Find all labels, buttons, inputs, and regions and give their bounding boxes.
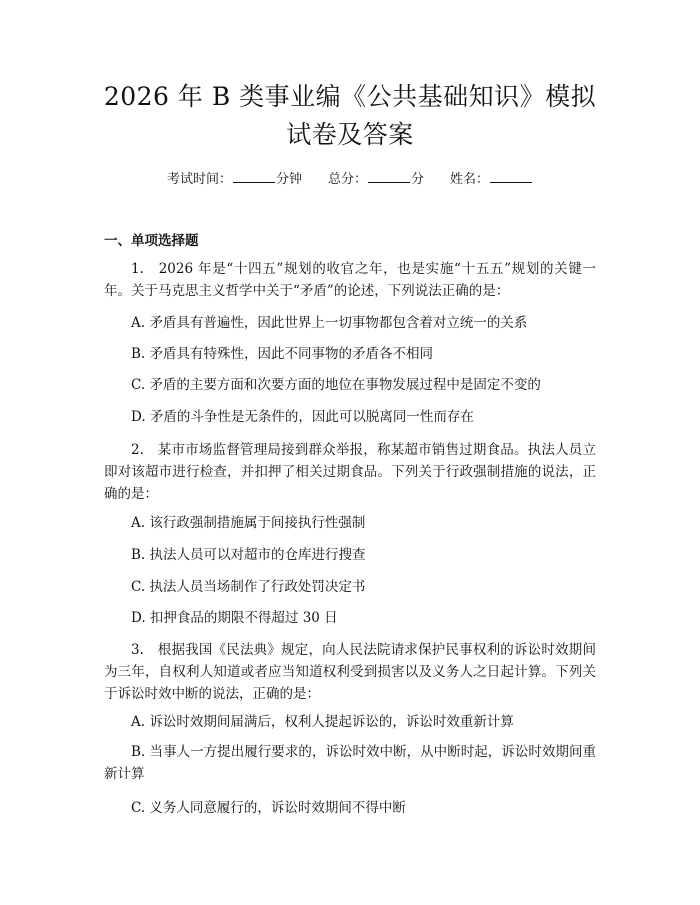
question-option: D. 扣押食品的期限不得超过 30 日 (131, 610, 338, 626)
time-label: 考试时间： (166, 172, 232, 187)
question-option: B. 矛盾具有特殊性，因此不同事物的矛盾各不相同 (131, 346, 434, 362)
exam-meta (0, 168, 700, 190)
question-option: A. 诉讼时效期间届满后，权利人提起诉讼的，诉讼时效重新计算 (131, 714, 514, 730)
time-unit: 分钟 (275, 172, 302, 187)
score-unit: 分 (411, 172, 425, 187)
score-blank (368, 168, 410, 183)
score-label: 总分： (327, 172, 367, 187)
question-option: C. 矛盾的主要方面和次要方面的地位在事物发展过程中是固定不变的 (131, 377, 541, 393)
question-option: D. 矛盾的斗争性是无条件的，因此可以脱离同一性而存在 (131, 409, 474, 425)
question-stem: 2. 某市市场监督管理局接到群众举报，称某超市销售过期食品。执法人员立即对该超市进行检查，并扣押了相关过期食品。下列关于行政强制措施的说法，正确的是： (104, 442, 596, 502)
name-blank (490, 168, 532, 183)
page-title: 2026 年 B 类事业编《公共基础知识》模拟试卷及答案 (103, 82, 597, 149)
time-blank (233, 168, 275, 183)
question-option: C. 执法人员当场制作了行政处罚决定书 (131, 579, 366, 595)
question-option: C. 义务人同意履行的，诉讼时效期间不得中断 (131, 800, 406, 816)
question-option: B. 执法人员可以对超市的仓库进行搜查 (131, 547, 366, 563)
question-stem: 1. 2026 年是“十四五”规划的收官之年，也是实施“十五五”规划的关键一年。关于马克思主义哲学中关于“矛盾”的论述，下列说法正确的是： (104, 261, 596, 299)
question-stem: 3. 根据我国《民法典》规定，向人民法院请求保护民事权利的诉讼时效期间为三年，自权利人知道或者应当知道权利受到损害以及义务人之日起计算。下列关于诉讼时效中断的说法，正确的是： (104, 642, 596, 702)
question-option: B. 当事人一方提出履行要求的，诉讼时效中断，从中断时起，诉讼时效期间重新计算 (104, 744, 596, 782)
question-option: A. 该行政强制措施属于间接执行性强制 (131, 515, 366, 531)
name-label: 姓名： (450, 172, 490, 187)
question-option: A. 矛盾具有普遍性，因此世界上一切事物都包含着对立统一的关系 (131, 315, 528, 331)
section-heading: 一、单项选择题 (104, 233, 199, 249)
